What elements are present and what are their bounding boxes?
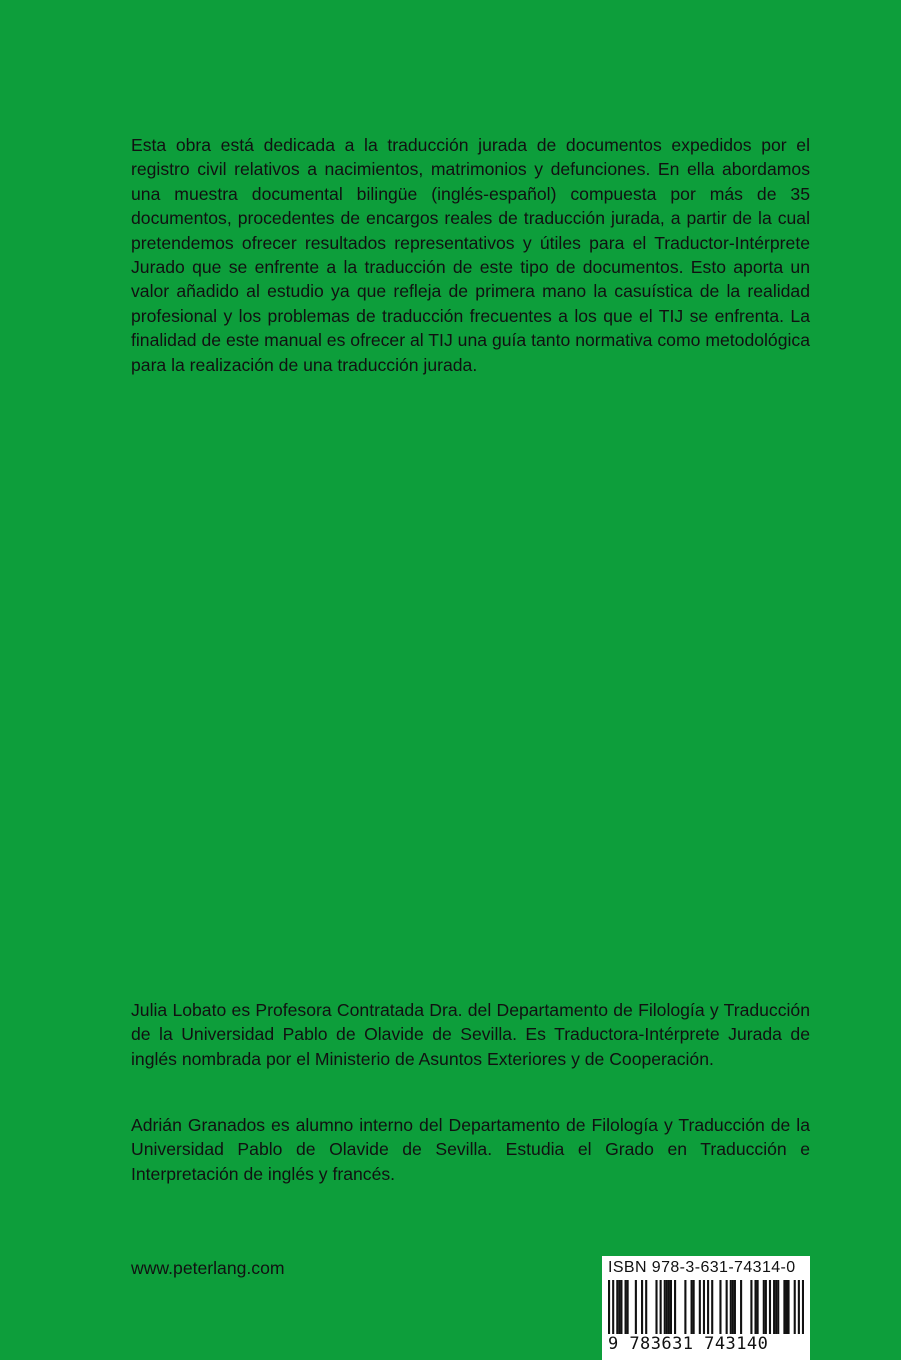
author-bio-julia-lobato: Julia Lobato es Profesora Contratada Dra. del Departamento de Filología y Traducción de la Universidad Pablo de Olavide de Sevilla. Es Traductora-Intérprete Jurada de inglés nombrada por el Ministerio de Asuntos Exteriores y de Cooperación.: [131, 1000, 810, 1069]
barcode-icon: [608, 1280, 804, 1334]
barcode-digits: 9 783631 743140: [608, 1334, 769, 1354]
isbn-barcode-block: [602, 1256, 810, 1360]
isbn-label: ISBN 978-3-631-74314-0: [608, 1259, 796, 1276]
author-bio-adrian-granados: Adrián Granados es alumno interno del Departamento de Filología y Traducción de la Universidad Pablo de Olavide de Sevilla. Estudia el Grado en Traducción e Interpretación de inglés y francés.: [131, 1115, 810, 1184]
publisher-website: www.peterlang.com: [131, 1258, 285, 1278]
back-cover-description: Esta obra está dedicada a la traducción jurada de documentos expedidos por el registro civil relativos a nacimientos, matrimonios y defunciones. En ella abordamos una muestra documental bilingüe (inglés-español) compuesta por más de 35 documentos, procedentes de encargos reales de traducción jurada, a partir de la cual pretendemos ofrecer resultados representativos y útiles para el Traductor-Intérprete Jurado que se enfrente a la traducción de este tipo de documentos. Esto aporta un valor añadido al estudio ya que refleja de primera mano la casuística de la realidad profesional y los problemas de traducción frecuentes a los que el TIJ se enfrenta. La finalidad de este manual es ofrecer al TIJ una guía tanto normativa como metodológica para la realización de una traducción jurada.: [131, 135, 810, 375]
